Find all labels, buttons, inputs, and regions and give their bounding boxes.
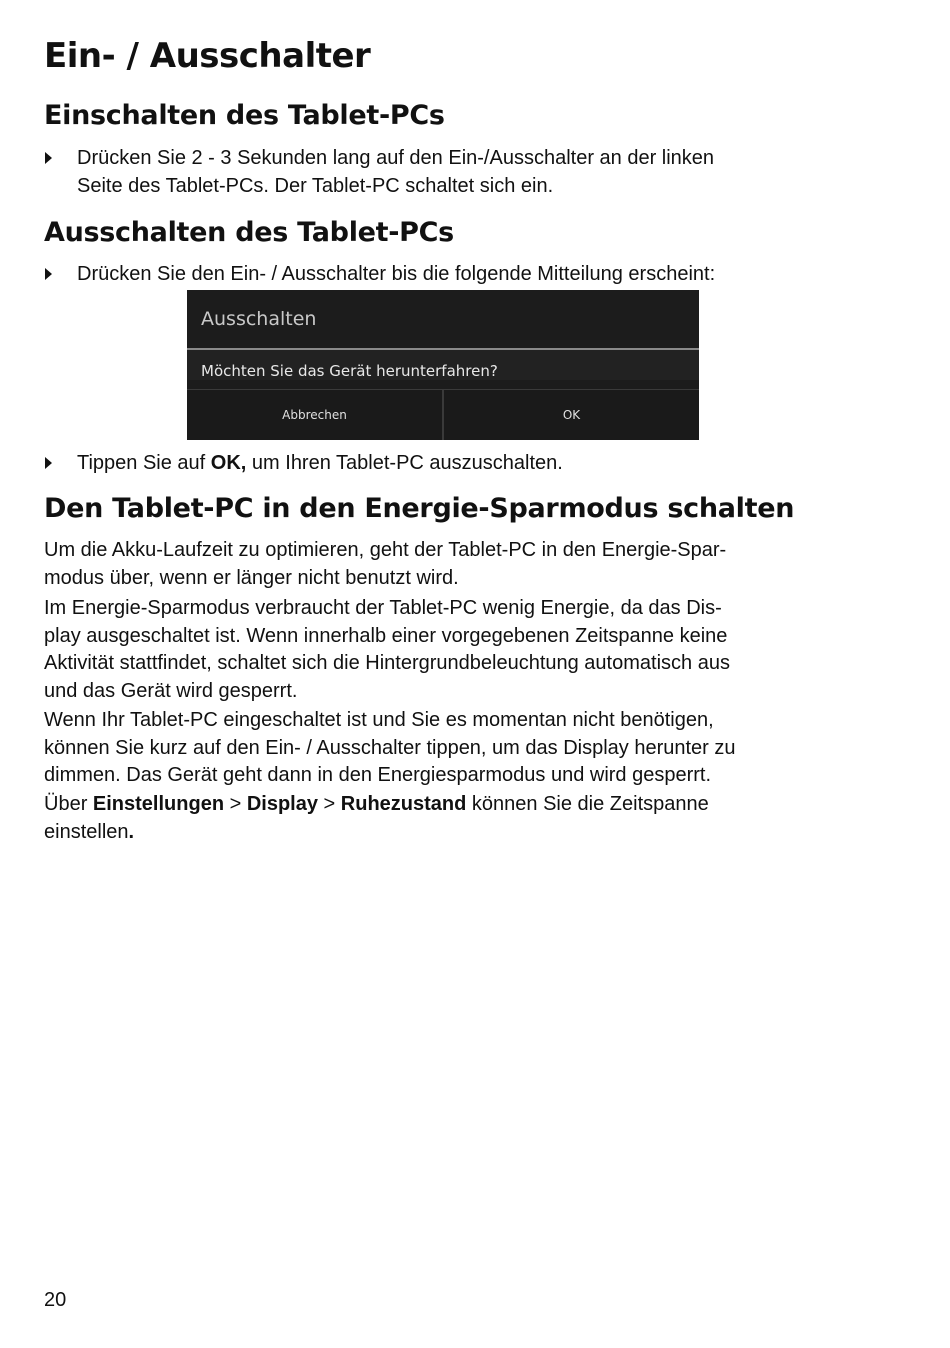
text-line: Im Energie-Sparmodus verbraucht der Tablet-PC wenig Energie, da das Dis- xyxy=(44,597,722,619)
text-line: Aktivität stattfindet, schaltet sich die Hintergrundbeleuchtung automatisch aus xyxy=(44,652,730,674)
text-run: Über xyxy=(44,793,93,815)
bullet-arrow-icon xyxy=(45,152,52,164)
paragraph xyxy=(44,791,844,846)
dialog-button-bar xyxy=(187,389,699,440)
paragraph xyxy=(44,595,844,705)
text-run: können Sie die Zeitspanne xyxy=(466,793,709,815)
page-number: 20 xyxy=(44,1289,67,1311)
text-line: Wenn Ihr Tablet-PC eingeschaltet ist und Sie es momentan nicht benötigen, xyxy=(44,709,714,731)
text-line: Seite des Tablet-PCs. Der Tablet-PC schaltet sich ein. xyxy=(77,175,554,197)
menu-path-settings: Einstellungen xyxy=(92,793,225,815)
text-line: Drücken Sie 2 - 3 Sekunden lang auf den Ein-/Ausschalter an der linken xyxy=(77,147,715,169)
shutdown-dialog-screenshot xyxy=(187,290,699,439)
text-run: Tippen Sie auf xyxy=(77,452,211,474)
text-line: dimmen. Das Gerät geht dann in den Energiesparmodus und wird gesperrt. xyxy=(44,764,712,786)
bullet-arrow-icon xyxy=(45,268,52,280)
text-run: > xyxy=(224,793,247,815)
text-run: > xyxy=(317,793,341,815)
bullet-text xyxy=(77,144,834,200)
menu-path-display: Display xyxy=(246,793,318,815)
dialog-message: Möchten Sie das Gerät herunterfahren? xyxy=(201,362,498,380)
text-line: Um die Akku-Laufzeit zu optimieren, geht der Tablet-PC in den Energie-Spar- xyxy=(44,539,727,561)
text-run-bold: . xyxy=(128,820,135,843)
ok-button[interactable]: OK xyxy=(562,408,581,422)
text-line: modus über, wenn er länger nicht benutzt wird. xyxy=(44,566,459,589)
bullet-item xyxy=(44,260,834,288)
paragraph xyxy=(44,707,844,790)
dialog-title: Ausschalten xyxy=(201,308,317,330)
section-heading-power-off: Ausschalten des Tablet-PCs xyxy=(44,217,454,248)
text-line: können Sie kurz auf den Ein- / Ausschalter tippen, um das Display herunter zu xyxy=(44,736,736,759)
text-line: einstellen xyxy=(44,820,129,843)
text-run: um Ihren Tablet-PC auszuschalten. xyxy=(246,452,563,474)
bullet-item xyxy=(44,144,834,200)
bullet-arrow-icon xyxy=(45,457,52,469)
section-heading-power-on: Einschalten des Tablet-PCs xyxy=(44,100,445,131)
section-heading-power-saving: Den Tablet-PC in den Energie-Sparmodus schalten xyxy=(44,493,795,524)
bullet-text: Drücken Sie den Ein- / Ausschalter bis die folgende Mitteilung erscheint: xyxy=(77,263,716,285)
text-run-bold: OK, xyxy=(210,452,247,474)
text-line: play ausgeschaltet ist. Wenn innerhalb einer vorgegebenen Zeitspanne keine xyxy=(44,624,728,647)
text-line: und das Gerät wird gesperrt. xyxy=(44,679,298,702)
paragraph xyxy=(44,537,844,592)
cancel-button[interactable]: Abbrechen xyxy=(282,408,347,422)
bullet-item xyxy=(44,449,834,477)
menu-path-sleep: Ruhezustand xyxy=(340,793,467,815)
bullet-text xyxy=(77,449,834,477)
page-title: Ein- / Ausschalter xyxy=(44,36,371,76)
